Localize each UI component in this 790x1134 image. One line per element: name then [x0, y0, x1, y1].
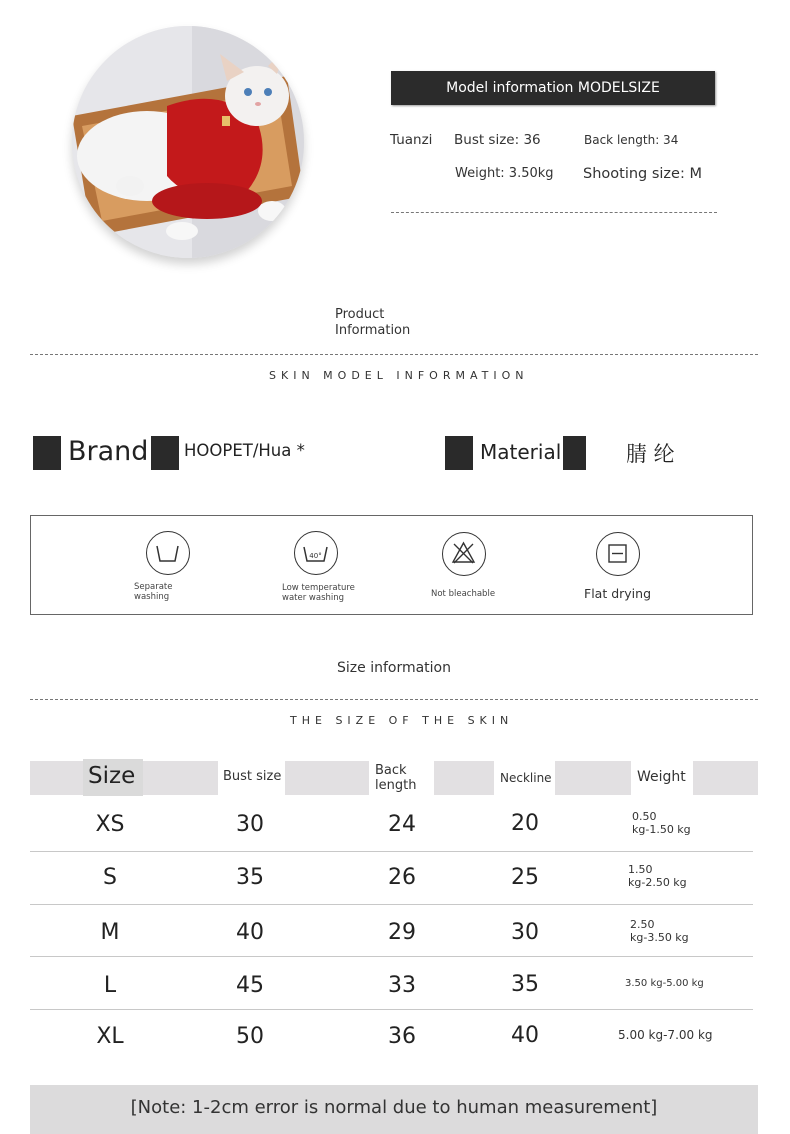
header-bg	[555, 761, 631, 795]
model-divider	[391, 212, 717, 213]
bust-cell: 30	[236, 812, 264, 837]
brand-value: HOOPET/Hua *	[184, 441, 305, 460]
care-label-low-temperature: Low temperature water washing	[282, 583, 355, 603]
material-marker-left	[445, 436, 473, 470]
product-divider	[30, 354, 758, 355]
measurement-note: [Note: 1-2cm error is normal due to human measurement]	[30, 1085, 758, 1134]
header-bg	[143, 761, 218, 795]
neckline-cell: 30	[511, 920, 539, 945]
svg-text:40°: 40°	[309, 552, 322, 560]
no-bleach-icon	[442, 532, 486, 576]
header-size: Size	[88, 763, 136, 789]
header-neckline: Neckline	[500, 771, 552, 785]
model-bust-size: Bust size: 36	[454, 132, 541, 148]
neckline-cell: 20	[511, 811, 539, 836]
material-value: 腈 纶	[626, 442, 675, 466]
model-back-length: Back length: 34	[584, 133, 679, 147]
size-of-the-skin-subtitle: THE SIZE OF THE SKIN	[290, 714, 514, 727]
bust-cell: 45	[236, 973, 264, 998]
low-temperature-wash-icon	[294, 531, 338, 575]
size-cell: XL	[96, 1024, 124, 1049]
size-information-title: Size information	[337, 660, 451, 676]
size-cell: S	[103, 865, 117, 890]
row-divider	[30, 956, 753, 957]
row-divider	[30, 851, 753, 852]
header-bust-size: Bust size	[223, 769, 282, 784]
neckline-cell: 25	[511, 865, 539, 890]
weight-cell: 0.50 kg-1.50 kg	[632, 810, 691, 836]
care-label-separate-washing: Separate washing	[134, 582, 173, 602]
size-divider	[30, 699, 758, 700]
header-back-length: Back length	[375, 763, 417, 793]
weight-cell: 3.50 kg-5.00 kg	[625, 978, 704, 989]
model-information-banner: Model information MODELSIZE	[391, 71, 715, 105]
model-weight: Weight: 3.50kg	[455, 166, 554, 181]
weight-cell: 5.00 kg-7.00 kg	[618, 1028, 713, 1042]
care-label-flat-drying: Flat drying	[584, 586, 651, 601]
bust-cell: 40	[236, 920, 264, 945]
wash-basin-icon	[146, 531, 190, 575]
back-length-cell: 33	[388, 973, 416, 998]
back-length-cell: 24	[388, 812, 416, 837]
weight-cell: 1.50 kg-2.50 kg	[628, 863, 687, 889]
weight-cell: 2.50 kg-3.50 kg	[630, 918, 689, 944]
header-bg	[30, 761, 83, 795]
material-label: Material	[480, 440, 562, 464]
product-information-title: Product Information	[335, 307, 411, 338]
header-weight: Weight	[637, 769, 686, 785]
size-cell: L	[103, 973, 117, 998]
flat-drying-icon	[596, 532, 640, 576]
brand-marker-right	[151, 436, 179, 470]
row-divider	[30, 1009, 753, 1010]
model-cat-photo	[72, 26, 304, 258]
care-label-not-bleachable: Not bleachable	[431, 589, 496, 599]
header-bg	[434, 761, 494, 795]
back-length-cell: 36	[388, 1024, 416, 1049]
back-length-cell: 29	[388, 920, 416, 945]
size-cell: XS	[95, 812, 125, 837]
brand-marker-left	[33, 436, 61, 470]
brand-label: Brand	[68, 436, 149, 467]
size-cell: M	[100, 920, 120, 945]
model-name: Tuanzi	[390, 132, 433, 148]
header-bg	[285, 761, 369, 795]
row-divider	[30, 904, 753, 905]
bust-cell: 35	[236, 865, 264, 890]
neckline-cell: 35	[511, 972, 539, 997]
back-length-cell: 26	[388, 865, 416, 890]
skin-model-information-subtitle: SKIN MODEL INFORMATION	[269, 369, 529, 382]
bust-cell: 50	[236, 1024, 264, 1049]
neckline-cell: 40	[511, 1023, 539, 1048]
header-bg	[693, 761, 758, 795]
model-shooting-size: Shooting size: M	[583, 166, 702, 182]
material-marker-right	[563, 436, 586, 470]
